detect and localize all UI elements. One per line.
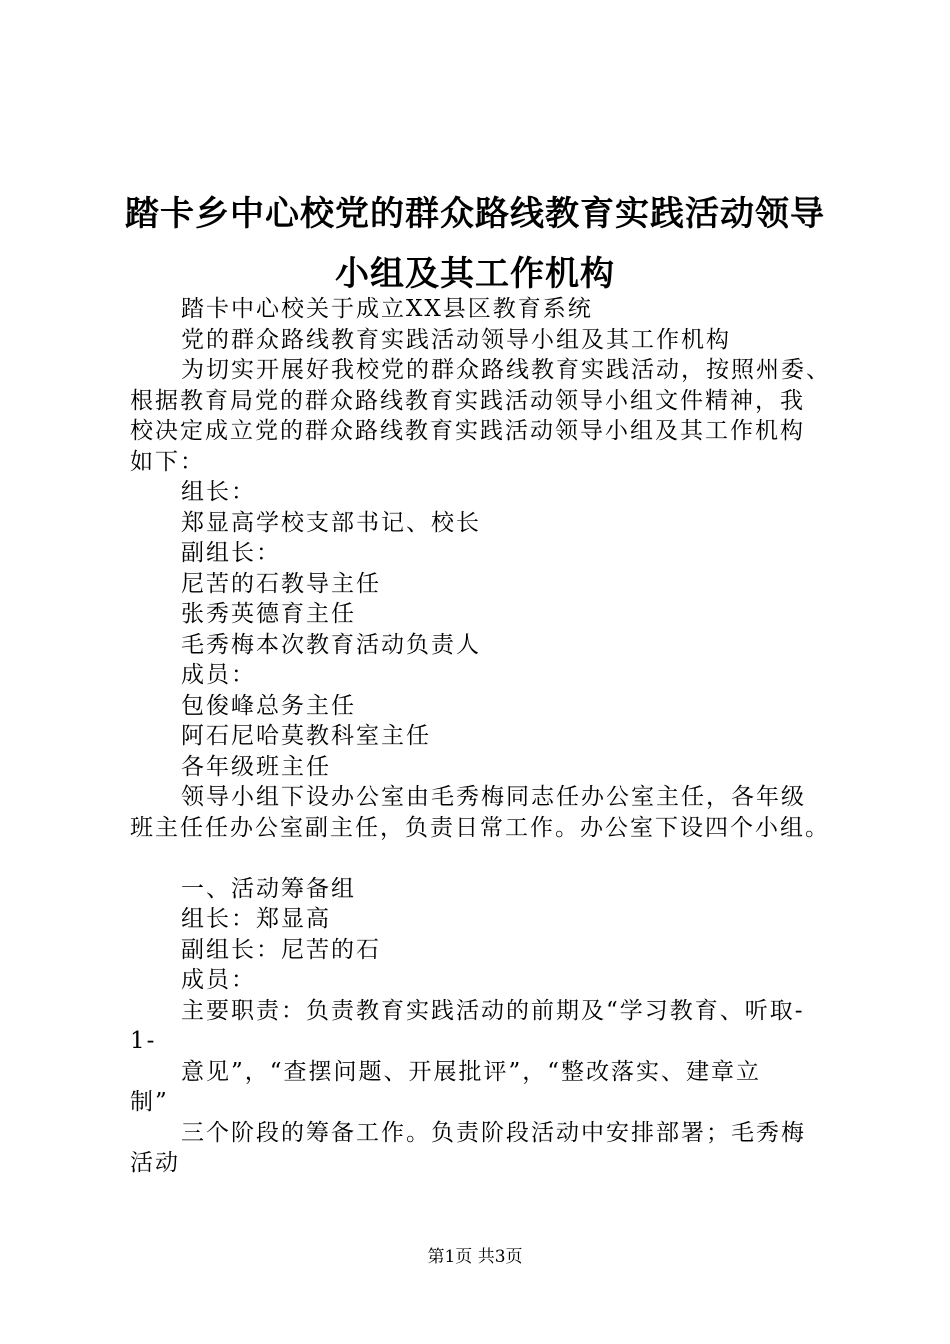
body-line: 党的群众路线教育实践活动领导小组及其工作机构 (181, 326, 731, 353)
body-line: 领导小组下设办公室由毛秀梅同志任办公室主任，各年级 (181, 784, 806, 810)
body-line: 阿石尼哈莫教科室主任 (181, 723, 431, 749)
body-line: 为切实开展好我校党的群众路线教育实践活动，按照州委、 (181, 357, 831, 383)
body-line: 如下： (130, 448, 205, 475)
body-line: 班主任任办公室副主任，负责日常工作。办公室下设四个小组。 (130, 814, 830, 841)
body-line: 活动 (130, 1150, 180, 1176)
blank-line (130, 843, 840, 874)
body-line: 踏卡中心校关于成立XX县区教育系统 (181, 296, 593, 322)
body-line: 成员： (181, 967, 256, 993)
body-line: 张秀英德育主任 (181, 601, 356, 627)
body-line: 副组长： (181, 540, 281, 566)
body-line: 副组长：尼苦的石 (181, 936, 381, 963)
document-title-line-2: 小组及其工作机构 (335, 254, 615, 294)
body-line: 组长：郑显高 (181, 906, 331, 932)
body-line: 三个阶段的筹备工作。负责阶段活动中安排部署；毛秀梅 (181, 1119, 806, 1146)
document-body (130, 294, 840, 1179)
body-line: 尼苦的石教导主任 (181, 570, 381, 597)
body-line: 校决定成立党的群众路线教育实践活动领导小组及其工作机构 (130, 418, 805, 444)
body-line: 毛秀梅本次教育活动负责人 (181, 631, 481, 658)
body-line: 包俊峰总务主任 (181, 692, 356, 719)
body-line: 郑显高学校支部书记、校长 (181, 509, 481, 536)
body-line: 意见”，“查摆问题、开展批评”，“整改落实、建章立 (181, 1058, 762, 1085)
body-line: 一、活动筹备组 (181, 875, 356, 902)
body-line: 主要职责：负责教育实践活动的前期及“学习教育、听取- (181, 997, 805, 1024)
page-footer: 第1页 共3页 (427, 1247, 523, 1267)
body-line: 组长： (181, 479, 256, 505)
body-line: 成员： (181, 662, 256, 688)
body-line: 各年级班主任 (181, 753, 331, 780)
body-line: 根据教育局党的群众路线教育实践活动领导小组文件精神，我 (130, 387, 805, 414)
body-line: 制” (130, 1089, 169, 1115)
document-title-line-1: 踏卡乡中心校党的群众路线教育实践活动领导 (125, 194, 825, 234)
body-line: 1- (130, 1028, 157, 1054)
